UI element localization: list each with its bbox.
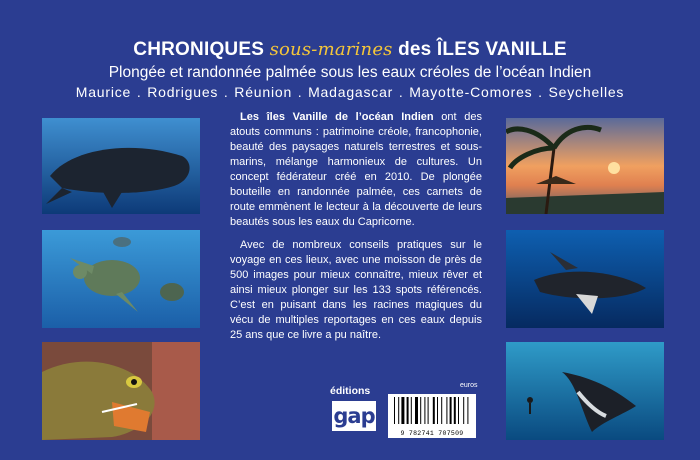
manta-ray-photo	[506, 342, 664, 440]
barcode-number: 9 782741 707509	[400, 430, 464, 437]
title-script: sous-marines	[269, 39, 393, 60]
book-title	[0, 38, 700, 62]
publisher-line1: éditions	[330, 385, 371, 397]
publisher-line2: gap	[332, 401, 376, 431]
paragraph-1-rest: ont des atouts communs : patrimoine créole, francophonie, beauté des paysages naturels terrestres et sous-marins, mélange harmonieux de cultures. Un concept fédérateur créé en 2010. De plongée bouteille en randonnée palmée, ces carnets de route emmènent le lecteur à la découverte de leurs beautés sous les eaux du Capricorne.	[230, 111, 482, 228]
paragraph-1	[230, 110, 482, 230]
turtles-photo	[42, 230, 200, 328]
island-list: Maurice . Rodrigues . Réunion . Madagascar . Mayotte-Comores . Seychelles	[75, 84, 625, 100]
sperm-whale-photo	[42, 118, 200, 214]
barcode-bars	[388, 394, 476, 428]
beach-sunset-photo	[506, 118, 664, 214]
book-subtitle: Plongée et randonnée palmée sous les eaux créoles de l’océan Indien	[108, 64, 592, 81]
title-part2: des ÎLES VANILLE	[398, 39, 567, 60]
humpback-whale-photo	[506, 230, 664, 328]
back-cover-text	[230, 110, 482, 351]
title-block	[0, 38, 700, 101]
paragraph-2: Avec de nombreux conseils pratiques sur le voyage en ces lieux, avec une moisson de près de 500 images pour mieux connaître, mieux rêver et ainsi mieux plonger sur les 133 spots référencés. C’est en puisant dans les racines magiques du vécu de multiples reportages en ces eaux depuis 25 ans que ce livre a pu naître.	[230, 239, 482, 341]
price-label: euros	[460, 382, 478, 389]
isbn-barcode	[388, 394, 476, 438]
paragraph-1-lead: Les îles Vanille de l’océan Indien	[240, 111, 434, 123]
publisher-logo	[328, 385, 380, 439]
moray-eel-photo	[42, 342, 200, 440]
title-part1: CHRONIQUES	[133, 39, 265, 60]
